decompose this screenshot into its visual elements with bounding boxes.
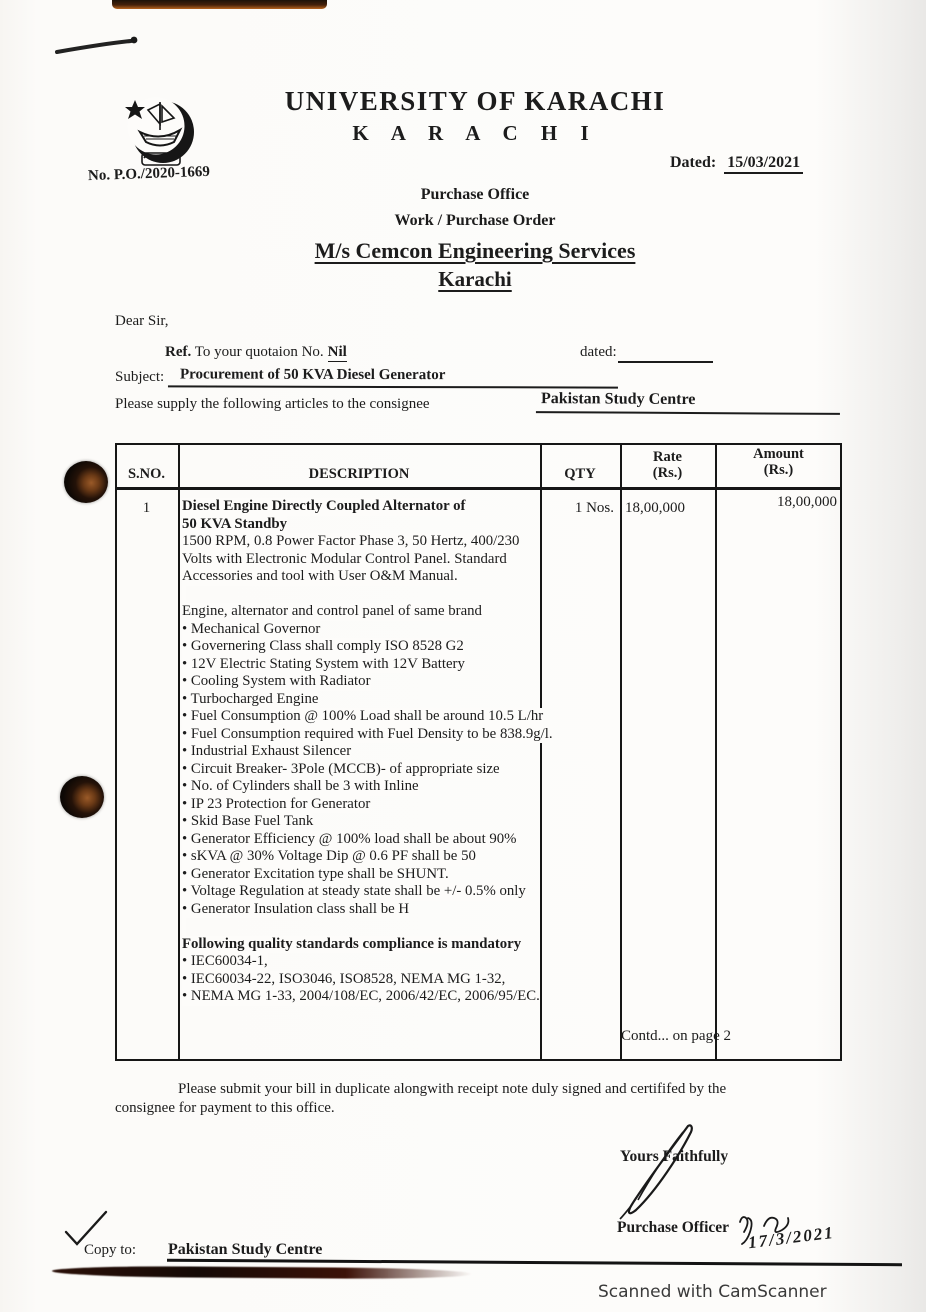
- purchase-office-heading: Purchase Office: [420, 186, 530, 203]
- header-sno: S.NO.: [127, 466, 166, 482]
- description-line: • Governering Class shall comply ISO 8528 G2: [182, 638, 464, 654]
- description-line: • Skid Base Fuel Tank: [182, 813, 314, 829]
- copy-to-value: Pakistan Study Centre: [168, 1241, 323, 1258]
- dated-label: Dated:: [670, 154, 717, 171]
- copy-to-label: Copy to:: [84, 1242, 137, 1258]
- vendor-name: M/s Cemcon Engineering Services: [314, 238, 636, 263]
- description-line: • Cooling System with Radiator: [182, 673, 371, 689]
- description-line: • Fuel Consumption @ 100% Load shall be around 10.5 L/hr: [182, 708, 544, 724]
- description-line: • Voltage Regulation at steady state shall be +/- 0.5% only: [182, 883, 526, 899]
- row-amount: 18,00,000: [777, 494, 837, 510]
- officer-signature: [605, 1118, 715, 1223]
- description-line: • Circuit Breaker- 3Pole (MCCB)- of appropriate size: [182, 760, 500, 777]
- row-description: [182, 498, 553, 1006]
- pen-scratch-mark: [55, 34, 145, 60]
- row-qty: 1 Nos.: [574, 500, 614, 516]
- description-line: Engine, alternator and control panel of same brand: [182, 603, 482, 619]
- header-amount-line2: (Rs.): [763, 462, 794, 478]
- handwritten-date: 17/3/2021: [747, 1222, 836, 1253]
- university-title: UNIVERSITY OF KARACHI: [284, 86, 666, 116]
- description-line: • Industrial Exhaust Silencer: [182, 743, 352, 759]
- camscanner-watermark: Scanned with CamScanner: [598, 1282, 827, 1302]
- header-amount-line1: Amount: [753, 446, 804, 462]
- subject-value: Procurement of 50 KVA Diesel Generator: [168, 366, 618, 388]
- header-qty: QTY: [564, 466, 596, 482]
- description-line: 1500 RPM, 0.8 Power Factor Phase 3, 50 Hertz, 400/230: [182, 533, 520, 549]
- description-line: • Turbocharged Engine: [182, 690, 319, 707]
- description-line: • No. of Cylinders shall be 3 with Inline: [182, 778, 419, 794]
- description-line: • Generator Efficiency @ 100% load shall be about 90%: [182, 830, 517, 847]
- subject-label: Subject:: [115, 369, 165, 385]
- order-table: [115, 443, 842, 1061]
- reference-line: [165, 344, 347, 361]
- scan-edge-clip-mark: [112, 0, 327, 9]
- description-line: Diesel Engine Directly Coupled Alternator of: [182, 498, 466, 514]
- ref-text: To your quotaion No.: [194, 344, 324, 360]
- header-rate-line1: Rate: [653, 449, 682, 465]
- row-sno: 1: [142, 500, 151, 516]
- description-line: Accessories and tool with User O&M Manual.: [182, 568, 458, 584]
- salutation: Dear Sir,: [115, 313, 169, 329]
- table-column-line: [715, 443, 717, 1061]
- description-line: • IP 23 Protection for Generator: [182, 795, 371, 812]
- contd-note: Contd... on page 2: [621, 1028, 731, 1044]
- description-line: • Generator Excitation type shall be SHUNT.: [182, 865, 449, 882]
- ref-dated-label: dated:: [580, 344, 617, 360]
- header-description: DESCRIPTION: [308, 466, 410, 482]
- description-line: • NEMA MG 1-33, 2004/108/EC, 2006/42/EC, 2006/95/EC.: [182, 988, 540, 1004]
- closing-phrase: Yours Faithfully: [620, 1148, 729, 1165]
- description-line: • sKVA @ 30% Voltage Dip @ 0.6 PF shall be 50: [182, 848, 476, 864]
- description-line: • 12V Electric Stating System with 12V Battery: [182, 655, 465, 672]
- signatory-title: Purchase Officer: [617, 1219, 730, 1236]
- university-city: K A R A C H I: [352, 121, 598, 145]
- description-line: Following quality standards compliance is mandatory: [182, 935, 522, 952]
- description-line: • IEC60034-1,: [182, 953, 268, 969]
- table-column-line: [178, 443, 180, 1061]
- table-header-separator: [115, 487, 842, 490]
- consignee-name: Pakistan Study Centre: [536, 390, 840, 415]
- ref-label: Ref.: [165, 344, 192, 360]
- description-line: Volts with Electronic Modular Control Panel. Standard: [182, 550, 507, 567]
- po-number: No. P.O./2020-1669: [87, 163, 211, 185]
- header-rate-line2: (Rs.): [652, 465, 683, 481]
- description-line: • Generator Insulation class shall be H: [182, 900, 410, 917]
- binder-hole-top: [64, 461, 108, 503]
- scan-edge-smear: [52, 1266, 472, 1280]
- description-line: • IEC60034-22, ISO3046, ISO8528, NEMA MG 1-32,: [182, 970, 506, 987]
- vendor-city: Karachi: [438, 267, 512, 291]
- copy-to-underline: [167, 1259, 902, 1266]
- work-purchase-order-heading: Work / Purchase Order: [394, 212, 556, 229]
- header-amount: [715, 446, 842, 478]
- description-line: • Mechanical Governor: [182, 620, 321, 637]
- description-line: [182, 918, 186, 936]
- ref-dated-blank-line: [618, 361, 713, 363]
- ref-value: Nil: [327, 344, 347, 360]
- supply-instruction: Please supply the following articles to the consignee: [115, 396, 430, 412]
- description-line: 50 KVA Standby: [182, 515, 287, 532]
- description-line: • Fuel Consumption required with Fuel Density to be 838.9g/l.: [182, 725, 553, 742]
- header-rate: [620, 449, 715, 481]
- binder-hole-bottom: [60, 776, 104, 818]
- bill-note-line2: consignee for payment to this office.: [115, 1100, 335, 1116]
- dated-value: 15/03/2021: [724, 154, 803, 174]
- table-column-line: [620, 443, 622, 1061]
- dated-line: [670, 154, 803, 172]
- row-rate: 18,00,000: [625, 500, 685, 516]
- bill-note-line1: Please submit your bill in duplicate alongwith receipt note duly signed and certififed by the: [178, 1081, 727, 1097]
- vendor-block: [105, 238, 845, 292]
- description-line: [182, 586, 186, 604]
